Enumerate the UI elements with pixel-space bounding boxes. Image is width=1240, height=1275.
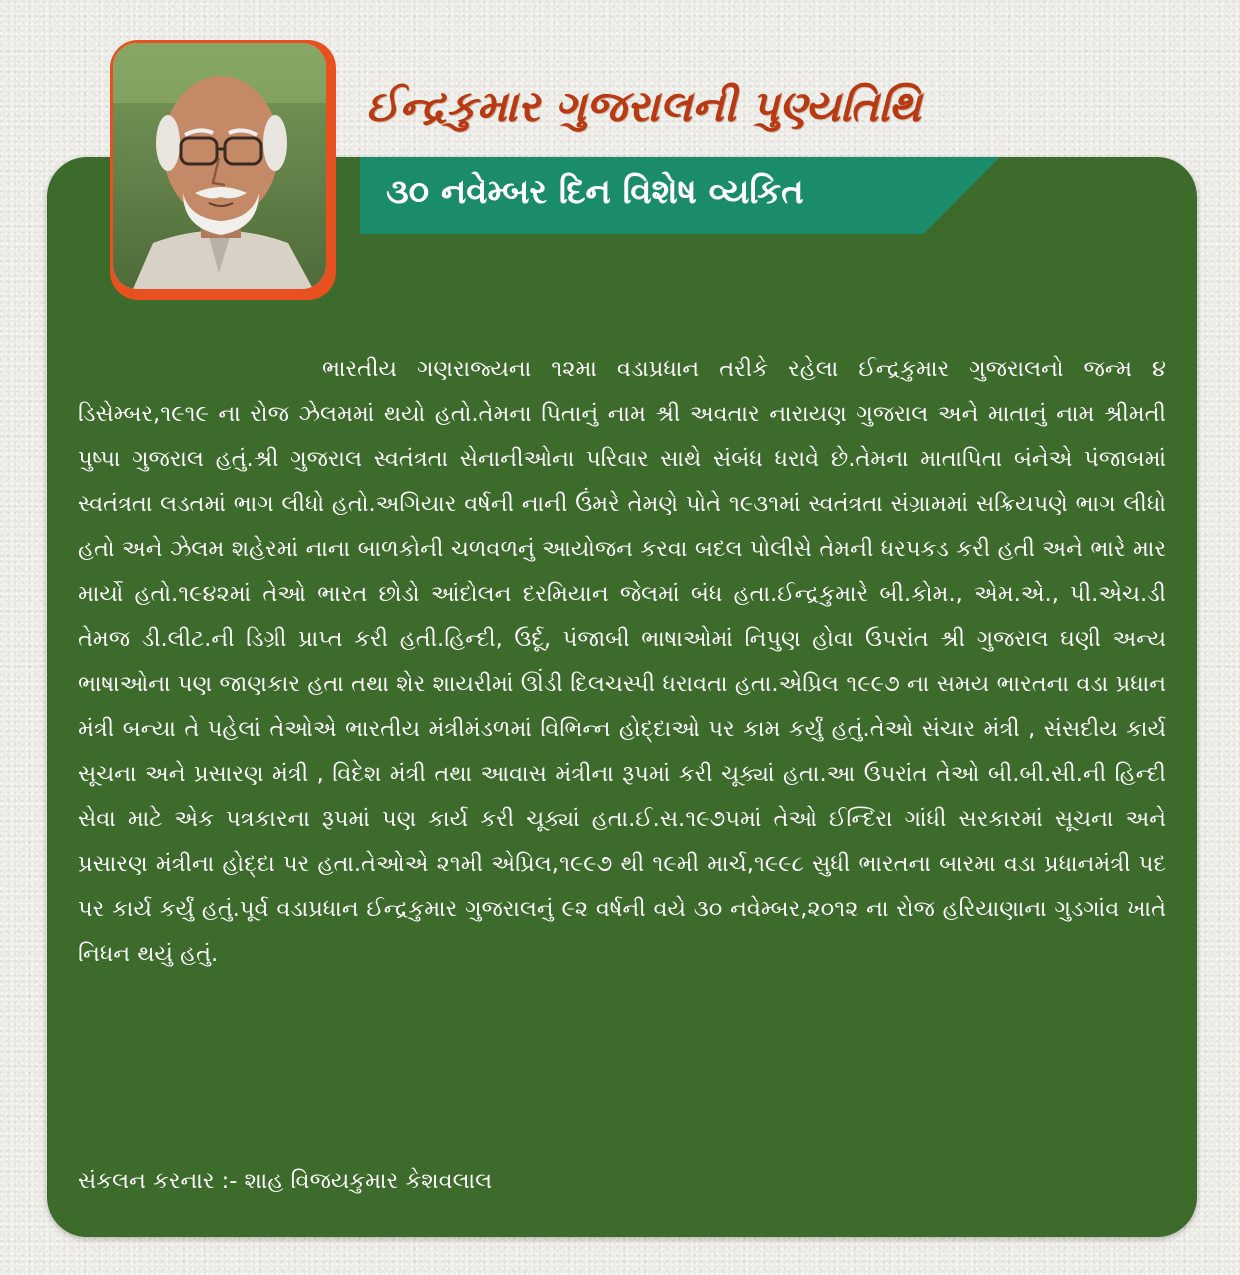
portrait-photo-icon	[113, 43, 326, 289]
photo-frame	[110, 40, 336, 300]
portrait-photo	[113, 43, 326, 289]
compiler-credit: સંકલન કરનાર :- શાહ વિજયકુમાર કેશવલાલ	[78, 1168, 493, 1194]
date-subtitle: ૩૦ નવેમ્બર દિન વિશેષ વ્યકિત	[386, 172, 804, 212]
page-title: ઈન્દ્રકુમાર ગુજરાલની પુણ્યતિથિ	[366, 82, 922, 132]
article-body: ભારતીય ગણરાજ્યના ૧૨મા વડાપ્રધાન તરીકે રહેલા ઈન્દ્રકુમાર ગુજરાલનો જન્મ ૪ ડિસેમ્બર,૧૯૧૯ ના રોજ ઝેલમમાં થયો હતો.તેમના પિતાનું નામ શ્રી અવતાર નારાયણ ગુજરાલ અને માતાનું નામ શ્રીમતી પુષ્પા ગુજરાલ હતું.શ્રી ગુજરાલ સ્વતંત્રતા સેનાનીઓના પરિવાર સાથે સંબંધ ધરાવે છે.તેમના માતાપિતા બંનેએ પંજાબમાં સ્વતંત્રતા લડતમાં ભાગ લીધો હતો.અગિયાર વર્ષની નાની ઉંમરે તેમણે પોતે ૧૯૩૧માં સ્વતંત્રતા સંગ્રામમાં સક્રિયપણે ભાગ લીધો હતો અને ઝેલમ શહેરમાં નાના બાળકોની ચળવળનું આયોજન કરવા બદલ પોલીસે તેમની ધરપકડ કરી હતી અને ભારે માર માર્યો હતો.૧૯૪૨માં તેઓ ભારત છોડો આંદોલન દરમિયાન જેલમાં બંધ હતા.ઈન્દ્રકુમારે બી.કોમ., એમ.એ., પી.એચ.ડી તેમજ ડી.લીટ.ની ડિગ્રી પ્રાપ્ત કરી હતી.હિન્દી, ઉર્દૂ, પંજાબી ભાષાઓમાં નિપુણ હોવા ઉપરાંત શ્રી ગુજરાલ ઘણી અન્ય ભાષાઓના પણ જાણકાર હતા તથા શેર શાયરીમાં ઊંડી દિલચસ્પી ધરાવતા હતા.એપ્રિલ ૧૯૯૭ ના સમય ભારતના વડા પ્રધાન મંત્રી બન્યા તે પહેલાં તેઓએ ભારતીય મંત્રીમંડળમાં વિભિન્ન હોદ્દાઓ પર કામ કર્યું હતું.તેઓ સંચાર મંત્રી , સંસદીય કાર્ય સૂચના અને પ્રસારણ મંત્રી , વિદેશ મંત્રી તથા આવાસ મંત્રીના રૂપમાં કરી ચૂક્યાં હતા.આ ઉપરાંત તેઓ બી.બી.સી.ની હિન્દી સેવા માટે એક પત્રકારના રૂપમાં પણ કાર્ય કરી ચૂક્યાં હતા.ઈ.સ.૧૯૭૫માં તેઓ ઈન્દિરા ગાંધી સરકારમાં સૂચના અને પ્રસારણ મંત્રીના હોદ્દા પર હતા.તેઓએ ૨૧મી એપ્રિલ,૧૯૯૭ થી ૧૯મી માર્ચ,૧૯૯૮ સુધી ભારતના બારમા વડા પ્રધાનમંત્રી પદ પર કાર્ય કર્યું હતું.પૂર્વ વડાપ્રધાન ઈન્દ્રકુમાર ગુજરાલનું ૯૨ વર્ષની વયે ૩૦ નવેમ્બર,૨૦૧૨ ના રોજ હરિયાણાના ગુડગાંવ ખાતે નિધન થયું હતું.	[78, 356, 1166, 967]
